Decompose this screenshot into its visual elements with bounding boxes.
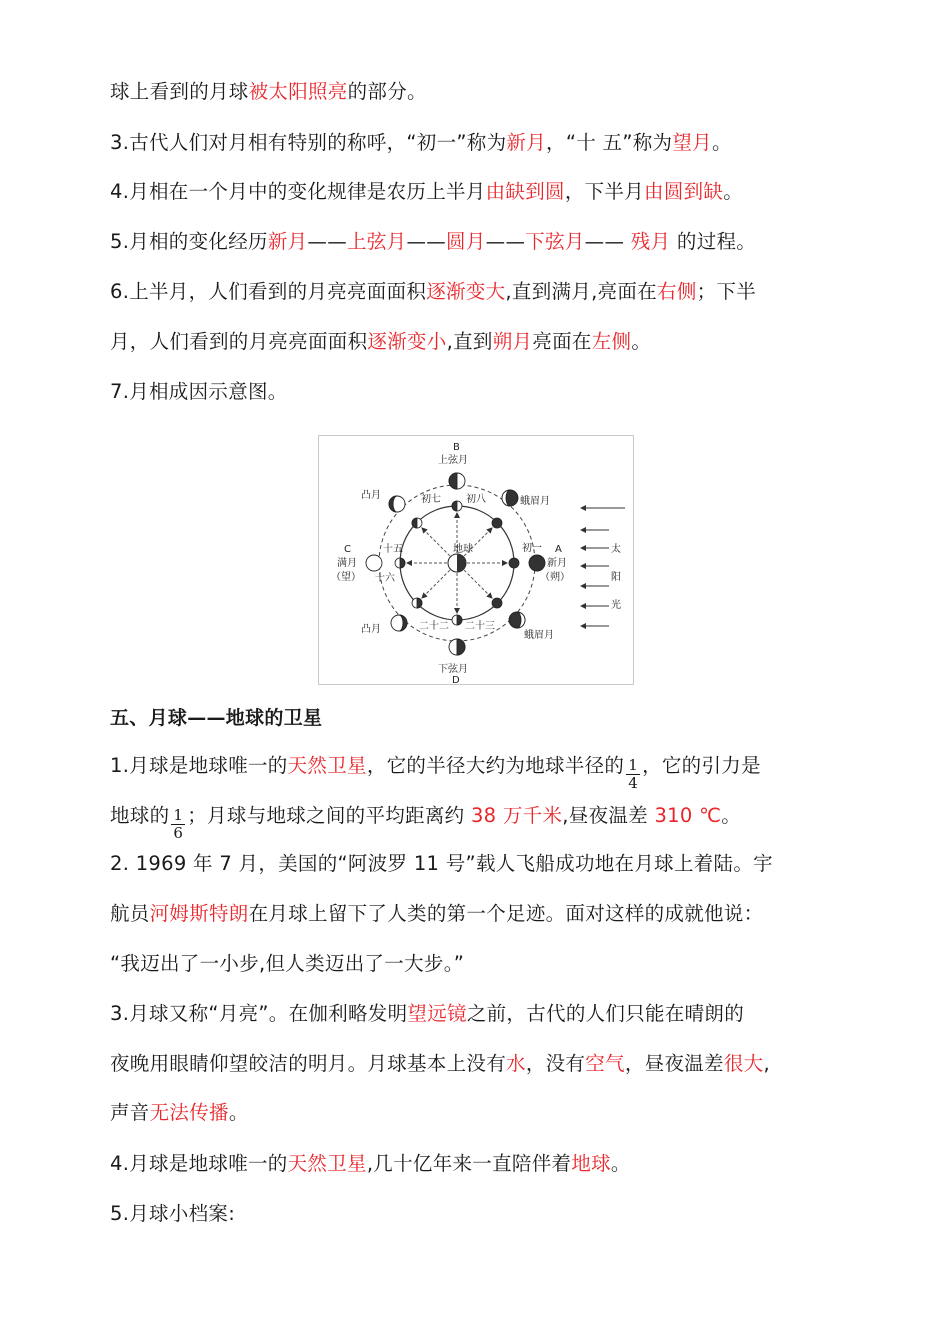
text-line: 声音无法传播。 [110, 1101, 249, 1124]
label-ershier: 二十二 [419, 621, 449, 632]
label-gibbous-upper: 凸月 [361, 490, 381, 501]
text-line: 地球的 $\frac{1}{6}$ ；月球与地球之间的平均距离约 38 万千米,昼夜温差 310 ℃。 [110, 804, 742, 842]
label-shuo: （朔） [540, 572, 570, 583]
label-first-quarter: 上弦月 [438, 455, 468, 466]
label-full-moon: 满月 [337, 558, 357, 569]
label-shiliu: 十六 [375, 573, 395, 584]
label-sun-1: 太 [611, 544, 621, 555]
label-d: D [452, 675, 460, 686]
text-line: 月，人们看到的月亮亮面面积逐渐变小,直到朔月亮面在左侧。 [110, 330, 652, 353]
label-a: A [555, 544, 562, 555]
label-chu1: 初一 [522, 543, 542, 554]
moon-phase-diagram [318, 435, 634, 685]
text-line: “我迈出了一小步,但人类迈出了一大步。” [110, 952, 465, 975]
text-line: 航员河姆斯特朗在月球上留下了人类的第一个足迹。面对这样的成就他说： [110, 902, 764, 925]
label-sun-2: 阳 [611, 572, 621, 583]
label-earth: 地球 [453, 544, 473, 555]
fraction-quarter: $\frac{1}{4}$ [628, 756, 639, 792]
text-line: 球上看到的月球被太阳照亮的部分。 [110, 80, 427, 103]
text-line: 1.月球是地球唯一的天然卫星，它的半径大约为地球半径的 $\frac{1}{4}$ ，它的引力是 [110, 754, 761, 792]
text-line: 5.月球小档案: [110, 1202, 236, 1225]
label-shiwu: 十五 [383, 544, 403, 555]
label-chu7: 初七 [421, 494, 441, 505]
label-chu8: 初八 [466, 494, 486, 505]
label-b: B [453, 442, 460, 453]
moon-phase-svg [319, 436, 635, 686]
label-crescent-lower: 蛾眉月 [524, 630, 554, 641]
fraction-sixth: $\frac{1}{6}$ [173, 806, 184, 842]
label-wang: （望） [331, 572, 361, 583]
label-crescent-upper: 蛾眉月 [520, 496, 550, 507]
text-line: 7.月相成因示意图。 [110, 380, 288, 403]
section-heading: 五、月球——地球的卫星 [110, 707, 323, 729]
text-line: 6.上半月，人们看到的月亮亮面面积逐渐变大,直到满月,亮面在右侧；下半 [110, 280, 757, 303]
label-new-moon: 新月 [547, 558, 567, 569]
label-c: C [344, 544, 351, 555]
text-line: 5.月相的变化经历新月——上弦月——圆月——下弦月—— 残月 的过程。 [110, 230, 757, 253]
label-ershisan: 二十三 [465, 621, 495, 632]
text-line: 3.古代人们对月相有特别的称呼，“初一”称为新月，“十 五”称为望月。 [110, 131, 732, 154]
label-sun-3: 光 [611, 600, 621, 611]
text-line: 4.月球是地球唯一的天然卫星,几十亿年来一直陪伴着地球。 [110, 1152, 631, 1175]
label-gibbous-lower: 凸月 [361, 624, 381, 635]
text-line: 4.月相在一个月中的变化规律是农历上半月由缺到圆，下半月由圆到缺。 [110, 180, 744, 203]
label-last-quarter: 下弦月 [438, 664, 468, 675]
text-line: 夜晚用眼睛仰望皎洁的明月。月球基本上没有水，没有空气，昼夜温差很大, [110, 1052, 770, 1075]
text-line: 2. 1969 年 7 月，美国的“阿波罗 11 号”载人飞船成功地在月球上着陆。宇 [110, 852, 773, 875]
text-line: 3.月球又称“月亮”。在伽利略发明望远镜之前，古代的人们只能在晴朗的 [110, 1002, 745, 1025]
